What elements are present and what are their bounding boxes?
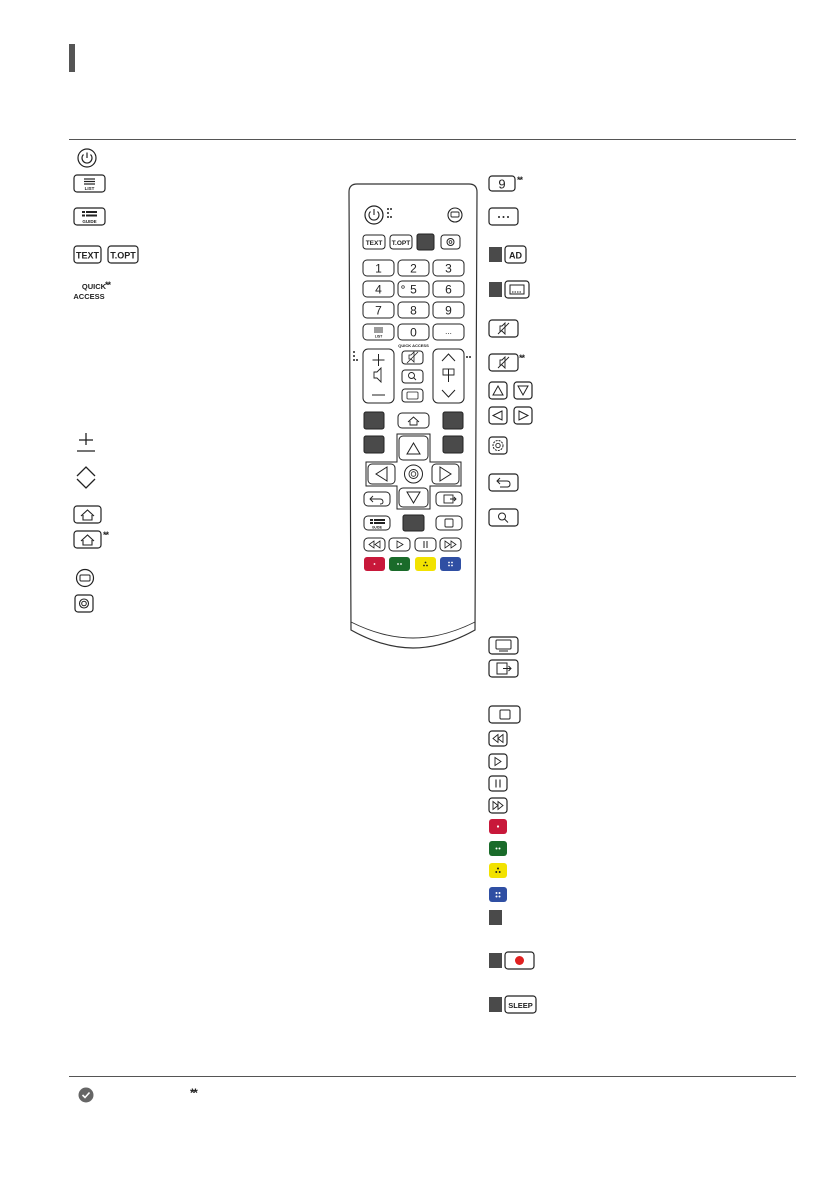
double-star-mark: ** — [517, 175, 523, 185]
remote-yellow-button — [415, 557, 436, 571]
double-star-mark: ** — [519, 353, 525, 363]
rewind-icon — [488, 730, 510, 748]
list-label: LIST — [84, 186, 95, 191]
bottom-rule — [69, 1076, 796, 1077]
play-icon — [488, 753, 510, 771]
guide-icon — [73, 207, 107, 227]
remote-quick-access-label: QUICK ACCESS — [398, 343, 429, 348]
guide-label: GUIDE — [82, 219, 97, 224]
topt-icon — [108, 246, 138, 263]
check-circle-icon — [78, 1086, 96, 1104]
ok-icon — [74, 594, 96, 614]
remote-topt-label: T.OPT — [391, 240, 411, 247]
quick-access-line1: QUICK — [81, 282, 107, 291]
digit-9: 9 — [445, 303, 452, 318]
text-icon — [74, 246, 101, 263]
back-icon — [488, 473, 520, 493]
ad-icon — [488, 245, 528, 265]
arrow-left-right-icons — [488, 406, 536, 426]
home-icon — [73, 505, 103, 525]
more-icon — [488, 207, 520, 227]
remote-more-label: ... — [445, 327, 452, 336]
remote-control-illustration — [347, 182, 479, 650]
digit-0: 0 — [410, 325, 417, 340]
double-star-mark: ** — [190, 1086, 197, 1100]
double-star-mark: ** — [103, 530, 109, 540]
dark-square-icon — [488, 909, 504, 927]
nine-icon — [488, 175, 518, 193]
mute-icon-alt — [488, 353, 520, 373]
tv-icon — [488, 636, 520, 656]
digit-8: 8 — [410, 303, 417, 318]
text-label: TEXT — [75, 250, 100, 261]
digit-7: 7 — [375, 303, 382, 318]
text-topt-icons — [73, 245, 153, 265]
digit-2: 2 — [410, 261, 417, 276]
digit-4: 4 — [375, 282, 382, 297]
record-icon — [488, 951, 536, 971]
digit-5: 5 — [410, 282, 417, 297]
sleep-label: SLEEP — [508, 1001, 533, 1010]
green-button-icon — [488, 840, 510, 858]
settings-icon — [488, 436, 510, 456]
channel-updown-icon — [74, 465, 98, 495]
arrow-right-icon — [514, 407, 532, 424]
nine-label: 9 — [498, 176, 506, 192]
list-icon — [73, 174, 107, 194]
remote-text-label: TEXT — [365, 240, 383, 247]
remote-blue-button — [440, 557, 461, 571]
ad-label: AD — [509, 250, 522, 261]
pause-icon — [488, 775, 510, 793]
search-icon — [488, 508, 520, 528]
section-title-mark — [69, 44, 75, 72]
arrow-down-icon — [514, 382, 532, 399]
mute-icon — [488, 319, 520, 339]
remote-number-grid — [363, 260, 464, 348]
red-button-icon — [488, 818, 510, 836]
remote-green-button — [389, 557, 410, 571]
arrow-left-icon — [489, 407, 507, 424]
double-star-mark: ** — [105, 280, 111, 290]
exit-icon — [488, 659, 520, 679]
remote-list-label: LIST — [374, 334, 383, 339]
digit-3: 3 — [445, 261, 452, 276]
arrow-up-icon — [489, 382, 507, 399]
quick-access-icon — [72, 280, 122, 302]
blue-button-icon — [488, 886, 510, 904]
yellow-button-icon — [488, 862, 510, 880]
remote-guide-label: GUIDE — [371, 525, 383, 530]
subtitle-icon — [488, 280, 532, 300]
sleep-icon — [488, 995, 538, 1015]
digit-6: 6 — [445, 282, 452, 297]
top-rule — [69, 139, 796, 140]
fast-forward-icon — [488, 797, 510, 815]
power-icon — [74, 148, 100, 168]
home-icon-alt — [73, 530, 103, 550]
stop-icon — [488, 705, 522, 725]
volume-plus-minus-icon — [75, 432, 97, 454]
arrow-up-down-icons — [488, 381, 536, 401]
topt-label: T.OPT — [110, 250, 136, 261]
digit-1: 1 — [375, 261, 382, 276]
remote-dark-square — [417, 234, 434, 250]
input-icon — [75, 568, 97, 588]
quick-access-line2: ACCESS — [73, 292, 105, 301]
